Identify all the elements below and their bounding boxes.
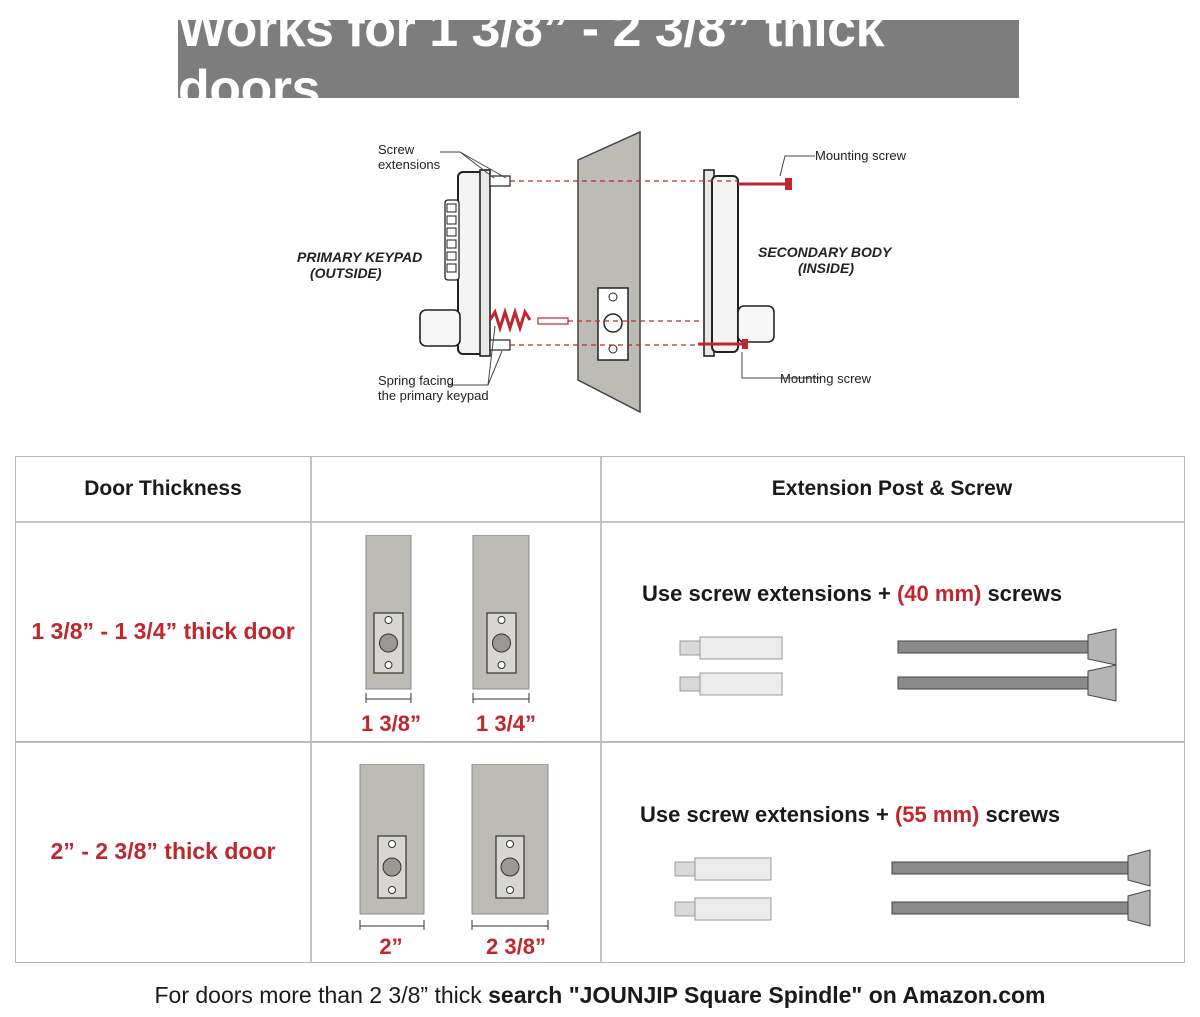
row1-screws-illustration <box>894 627 1124 707</box>
door-1-3-8-illustration <box>361 535 461 703</box>
row2-screws-illustration <box>888 848 1158 928</box>
screw-extensions-label: Screw extensions <box>378 142 441 172</box>
page-title-banner <box>178 0 1019 118</box>
spring-facing-label: Spring facing the primary keypad <box>378 373 489 403</box>
row1-door2-dimension: 1 3/4” <box>476 711 536 736</box>
primary-keypad-label: PRIMARY KEYPAD (OUTSIDE) <box>297 249 423 281</box>
thickness-table-bottom <box>15 741 1185 963</box>
thickness-table-top <box>15 456 1185 743</box>
secondary-body-label: SECONDARY BODY (INSIDE) <box>758 244 892 276</box>
mounting-screw-top-label: Mounting screw <box>815 148 907 163</box>
row1-instruction: Use screw extensions + (40 mm) screws <box>642 581 1063 606</box>
door-1-3-4-illustration <box>468 535 568 703</box>
footer-prefix: For doors more than 2 3/8” thick <box>154 982 489 1008</box>
door-slab-illustration <box>578 132 640 412</box>
installation-diagram <box>280 120 920 420</box>
row1-extension-posts-illustration <box>676 633 796 703</box>
door-thickness-header: Door Thickness <box>84 477 242 500</box>
secondary-body-illustration <box>704 170 774 356</box>
row1-thickness-label: 1 3/8” - 1 3/4” thick door <box>31 617 295 644</box>
row2-extension-posts-illustration <box>671 854 791 924</box>
door-image-header <box>310 457 600 521</box>
page-title: Works for 1 3/8” - 2 3/8” thick doors <box>178 0 885 118</box>
footer-search-hint: search "JOUNJIP Square Spindle" on Amazon.com <box>488 982 1046 1008</box>
row2-door2-dimension: 2 3/8” <box>486 934 546 959</box>
row2-instruction: Use screw extensions + (55 mm) screws <box>640 802 1061 827</box>
row1-door1-dimension: 1 3/8” <box>361 711 421 736</box>
door-2-3-8-illustration <box>466 764 566 932</box>
primary-keypad-illustration <box>420 170 568 356</box>
row2-door1-dimension: 2” <box>379 934 403 959</box>
footer-note <box>0 982 1200 1009</box>
mounting-screw-bottom-label: Mounting screw <box>780 371 872 386</box>
row2-thickness-label: 2” - 2 3/8” thick door <box>50 837 276 864</box>
door-2-illustration <box>354 764 454 932</box>
extension-header: Extension Post & Screw <box>771 477 1013 500</box>
